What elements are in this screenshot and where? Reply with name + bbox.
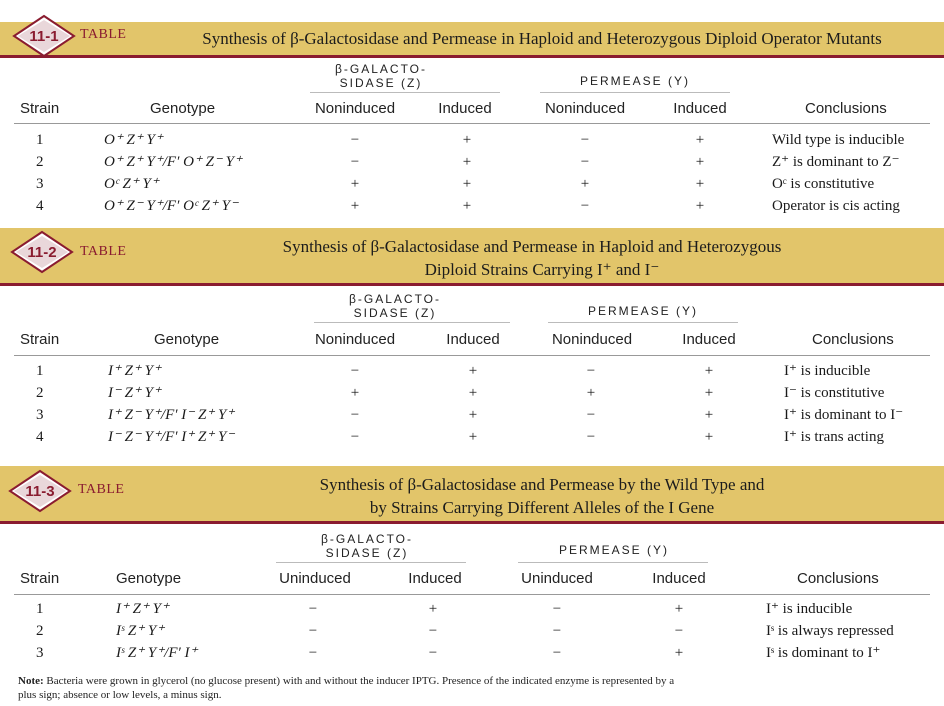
header-y-induced: Induced (652, 570, 706, 587)
table-title: Diploid Strains Carrying I⁺ and I⁻ (424, 260, 660, 279)
divider (0, 283, 944, 286)
divider (0, 55, 944, 58)
header-conclusions: Conclusions (805, 100, 887, 117)
header-z-noninduced: Noninduced (314, 331, 396, 348)
header-conclusions: Conclusions (812, 331, 894, 348)
header-strain: Strain (20, 570, 60, 587)
table-number-badge: 11-3 (8, 469, 72, 513)
table-label: TABLE (78, 482, 125, 497)
table-label: TABLE (80, 244, 127, 259)
divider (540, 92, 730, 93)
table-title: Synthesis of β-Galactosidase and Permease in Haploid and Heterozygous Diploid Operator Mutants (202, 29, 882, 48)
divider (310, 92, 500, 93)
header-z-induced: Induced (446, 331, 500, 348)
header-genotype: Genotype (116, 570, 182, 587)
header-y-noninduced: Noninduced (551, 331, 633, 348)
footnote-text: Bacteria were grown in glycerol (no glucose present) with and without the inducer IPTG. Presence of the indicated enzyme is represented by a plus sign; absence or low levels, a minus sign. (18, 675, 675, 701)
header-y-uninduced: Uninduced (521, 570, 593, 587)
divider (276, 562, 466, 563)
header-z-uninduced: Uninduced (279, 570, 351, 587)
table-number-badge: 11-2 (10, 230, 74, 274)
header-strain: Strain (20, 100, 60, 117)
column-group-z: β-GALACTO- SIDASE (Z) (320, 532, 414, 560)
header-z-induced: Induced (438, 100, 492, 117)
divider (314, 322, 510, 323)
table-title: Synthesis of β-Galactosidase and Permease by the Wild Type and (319, 475, 765, 494)
header-y-induced: Induced (673, 100, 727, 117)
table-label: TABLE (80, 27, 127, 42)
header-y-induced: Induced (682, 331, 736, 348)
divider (14, 355, 930, 356)
header-conclusions: Conclusions (797, 570, 879, 587)
column-group-y: PERMEASE (Y) (579, 74, 690, 88)
footnote (18, 674, 678, 702)
header-genotype: Genotype (150, 100, 216, 117)
table-title: Synthesis of β-Galactosidase and Permease in Haploid and Heterozygous (282, 237, 782, 256)
divider (518, 562, 708, 563)
table-number-badge: 11-1 (12, 14, 76, 58)
column-group-y: PERMEASE (Y) (587, 304, 698, 318)
table-banner (0, 228, 944, 284)
header-strain: Strain (20, 331, 60, 348)
header-y-noninduced: Noninduced (544, 100, 626, 117)
table-banner (0, 22, 944, 56)
divider (14, 123, 930, 124)
table-banner (0, 466, 944, 522)
divider (14, 594, 930, 595)
header-z-induced: Induced (408, 570, 462, 587)
divider (0, 521, 944, 524)
footnote-lead: Note: (18, 675, 44, 687)
column-group-z: β-GALACTO- SIDASE (Z) (334, 62, 428, 90)
column-group-z: β-GALACTO- SIDASE (Z) (348, 292, 442, 320)
divider (548, 322, 738, 323)
header-genotype: Genotype (154, 331, 220, 348)
table-title: by Strains Carrying Different Alleles of the I Gene (369, 498, 715, 517)
header-z-noninduced: Noninduced (314, 100, 396, 117)
column-group-y: PERMEASE (Y) (558, 543, 669, 557)
